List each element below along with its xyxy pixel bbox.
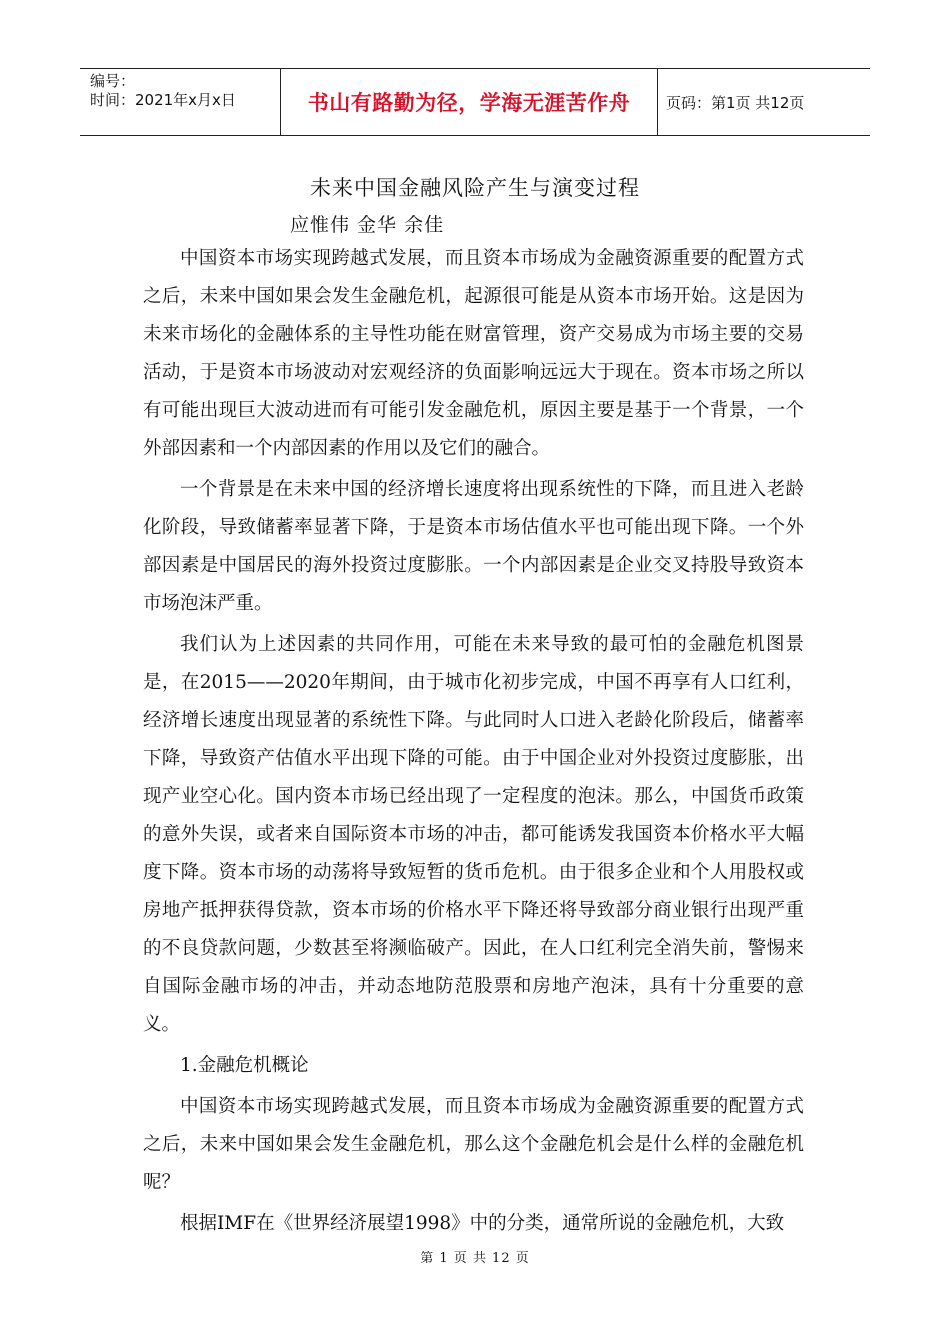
paragraph: 中国资本市场实现跨越式发展，而且资本市场成为金融资源重要的配置方式之后，未来中国如果会发生金融危机，起源很可能是从资本市场开始。这是因为未来市场化的金融体系的主导性功能在财富管理，资产交易成为市场主要的交易活动，于是资本市场波动对宏观经济的负面影响远远大于现在。资本市场之所以有可能出现巨大波动进而有可能引发金融危机，原因主要是基于一个背景，一个外部因素和一个内部因素的作用以及它们的融合。 [143,248,804,459]
document-authors: 应惟伟 金华 余佳 [290,214,445,236]
motto-text: 书山有路勤为径，学海无涯苦作舟 [307,91,631,115]
header-meta-cell [80,69,280,135]
section-heading: 1.金融危机概论 [180,1055,309,1076]
document-body [143,240,804,1246]
date-label: 时间：2021年x月x日 [90,91,236,109]
paragraph: 中国资本市场实现跨越式发展，而且资本市场成为金融资源重要的配置方式之后，未来中国如果会发生金融危机，那么这个金融危机会是什么样的金融危机呢？ [143,1096,804,1193]
document-header-table [80,68,870,136]
document-title: 未来中国金融风险产生与演变过程 [310,176,640,200]
page-footer: 第 1 页 共 12 页 [420,1251,530,1266]
page-info: 页码：第1页 共12页 [666,93,805,112]
number-label: 编号： [90,72,136,90]
header-motto-cell [280,69,658,135]
paragraph: 一个背景是在未来中国的经济增长速度将出现系统性的下降，而且进入老龄化阶段，导致储蓄率显著下降，于是资本市场估值水平也可能出现下降。一个外部因素是中国居民的海外投资过度膨胀。一个内部因素是企业交叉持股导致资本市场泡沫严重。 [143,479,804,614]
header-page-cell [658,69,870,135]
paragraph: 根据IMF在《世界经济展望1998》中的分类，通常所说的金融危机，大致 [180,1213,785,1234]
paragraph: 我们认为上述因素的共同作用，可能在未来导致的最可怕的金融危机图景是，在2015——2020年期间，由于城市化初步完成，中国不再享有人口红利，经济增长速度出现显著的系统性下降。与此同时人口进入老龄化阶段后，储蓄率下降，导致资产估值水平出现下降的可能。由于中国企业对外投资过度膨胀，出现产业空心化。国内资本市场已经出现了一定程度的泡沫。那么，中国货币政策的意外失误，或者来自国际资本市场的冲击，都可能诱发我国资本价格水平大幅度下降。资本市场的动荡将导致短暂的货币危机。由于很多企业和个人用股权或房地产抵押获得贷款，资本市场的价格水平下降还将导致部分商业银行出现严重的不良贷款问题，少数甚至将濒临破产。因此，在人口红利完全消失前，警惕来自国际金融市场的冲击，并动态地防范股票和房地产泡沫，具有十分重要的意义。 [143,634,804,1035]
